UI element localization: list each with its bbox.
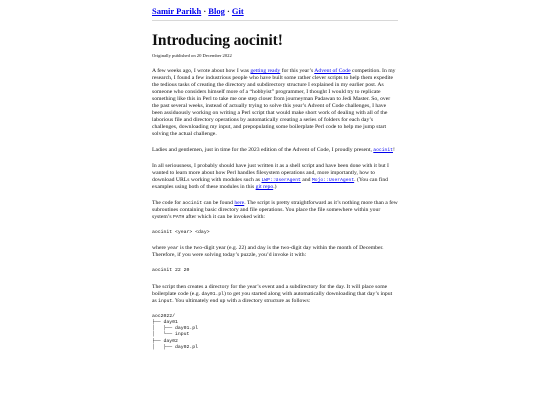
paragraph-text: ) to get you started along with automatically downloading that day’s input as — [152, 290, 393, 304]
paragraph-text: can be found — [202, 200, 235, 206]
nav-separator: · — [226, 6, 230, 16]
paragraph-text: for this year’s — [280, 68, 315, 74]
code-here-link[interactable]: here — [234, 200, 245, 206]
paragraph-text: Ladies and gentlemen, just in time for the 2023 edition of the Advent of Code, I proudly present, — [152, 147, 374, 153]
mojo-useragent-link[interactable]: Mojo::UserAgent — [311, 178, 355, 183]
paragraph-text: The code for — [152, 200, 183, 206]
paragraph-text: .) — [273, 184, 277, 190]
aocinit-code-link[interactable]: aocinit — [373, 148, 393, 153]
inline-code: aocinit — [182, 201, 203, 206]
seriousness-paragraph — [152, 163, 398, 191]
inline-code: day — [257, 246, 266, 252]
inline-code: PATH — [173, 215, 185, 220]
paragraph-text: ! — [393, 147, 395, 153]
example-code-block: aocinit 22 20 — [152, 268, 190, 274]
inline-code: year — [167, 246, 179, 252]
paragraph-text: where — [152, 245, 168, 252]
inline-code: input — [158, 298, 173, 304]
structure-paragraph — [152, 284, 398, 305]
getting-ready-link[interactable]: getting ready — [250, 68, 281, 74]
author-home-link[interactable]: Samir Parikh — [152, 6, 202, 16]
paragraph-text: is the two-digit day within the month of December. Therefore, if you were solving today’s puzzle, you’d invoke it with: — [152, 245, 384, 259]
directory-tree-code-block: aoc2022/ ├── day01 │ ├── day01.pl │ └── input ├── day02 │ ├── day02.pl — [152, 313, 199, 351]
blog-link[interactable]: Blog — [208, 6, 225, 16]
announce-paragraph — [152, 147, 398, 154]
paragraph-text: . You ultimately end up with a directory structure as follows: — [172, 297, 311, 304]
paragraph-text: is the two-digit year (e.g. 22) and — [178, 245, 258, 252]
paragraph-text: The script then creates a directory for the year’s event and a subdirectory for the day. It will place some boilerplate code (e.g. — [152, 283, 388, 297]
code-location-paragraph — [152, 200, 398, 221]
post-title: Introducing aocinit! — [152, 32, 283, 49]
intro-paragraph — [152, 68, 398, 138]
advent-of-code-link[interactable]: Advent of Code — [314, 68, 351, 74]
git-link[interactable]: Git — [231, 6, 244, 16]
lwp-useragent-link[interactable]: LWP::UserAgent — [261, 178, 301, 183]
published-date: Originally published on 20 December 2022 — [152, 53, 232, 58]
inline-code: day01.pl — [201, 291, 224, 297]
arguments-paragraph — [152, 245, 398, 259]
paragraph-text: . The script is pretty straightforward as it’s nothing more than a few subroutines containing basic directory and file operations. You place the file somewhere within your system’s — [152, 200, 398, 220]
nav-separator: · — [203, 6, 207, 16]
paragraph-text: competition. In my research, I found a few industrious people who have built some rather clever scripts to help them expedite the tedious tasks of creating the directory and subdirectory structure I explained in my earlier post. As someone who considers himself more of a “hobbyist” programmer, I thought I would try to replicate something like this in Perl to take me one step closer from journeyman Padawan to Jedi Master. So, over the past several weeks, instead of actually trying to solve this year’s Advent of Code challenges, I have been assiduously working on writing a Perl script that would make short work of dealing with all of the laborious file and directory operations by automatically creating a series of folders for each day’s challenges, downloading my input, and prepopulating some boilerplate Perl code to help me jump start solving the actual challenge. — [152, 68, 396, 137]
git-repo-link[interactable]: git repo — [255, 184, 274, 190]
usage-code-block: aocinit <year> <day> — [152, 230, 210, 235]
paragraph-text: A few weeks ago, I wrote about how I was — [152, 68, 251, 74]
paragraph-text: after which it can be invoked with: — [184, 214, 265, 220]
page — [152, 6, 398, 351]
paragraph-text: and — [300, 177, 312, 183]
paragraph-text: In all seriousness, I probably should have just written it as a shell script and have been done with it but I wanted to learn more about how Perl handles filesystem operations and, more importantly, how to download URLs working with modules such as — [152, 163, 389, 183]
top-nav — [152, 6, 398, 17]
paragraph-text: . (You can find examples using both of these modules in this — [152, 177, 389, 190]
nav-divider — [152, 20, 398, 21]
